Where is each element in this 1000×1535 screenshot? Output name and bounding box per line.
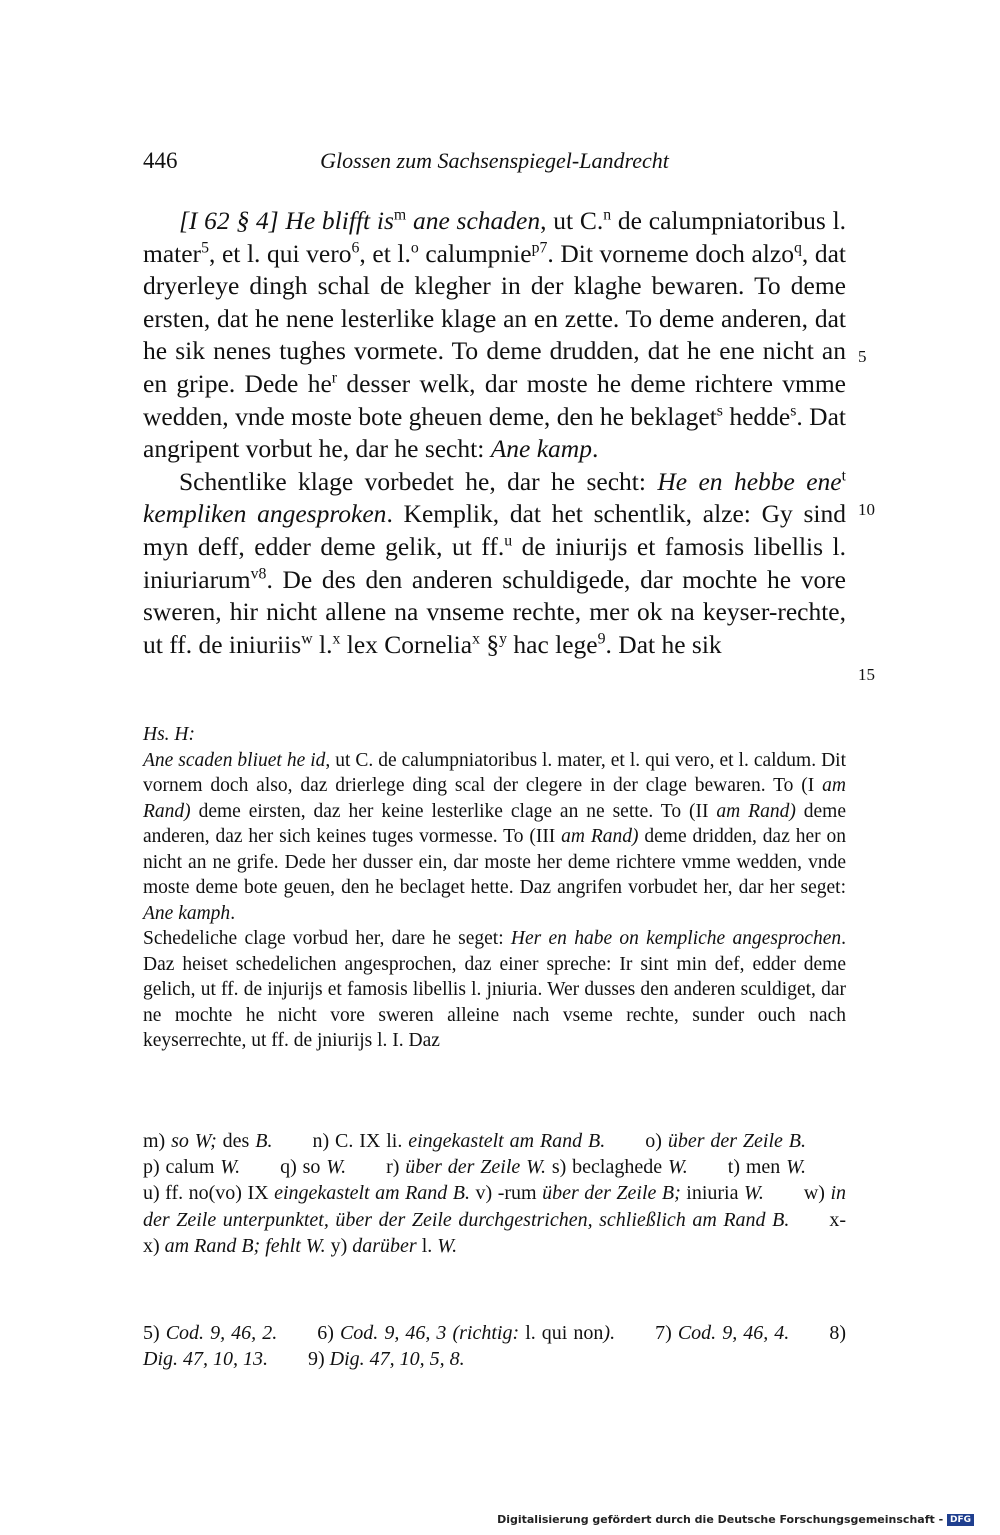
main-paragraph-2: Schentlike klage vorbedet he, dar he secht: He en hebbe ene$^t$ kempliken angesproken. Kemplik, dat het schentlik, alze: Gy sind myn deff, edder deme gelik, ut ff.$^u$ de iniurijs et famosis libellis l. iniuriarum$^{v8}$. De des den anderen schuldigede, dar mochte he vore sweren, hir nicht allene na vnseme rechte, mer ok na keyser-rechte, ut ff. de iniuriis$^w$ l.$^x$ lex Cornelia$^x$ §$^y$ hac lege$^9$. Dat he sik: [143, 466, 846, 659]
digitization-credit: [497, 1513, 974, 1526]
main-text: [143, 205, 846, 661]
manuscript-h-variant: [143, 722, 846, 1054]
manuscript-paragraph-2: Schedeliche clage vorbud her, dare he seget: Her en habe on kempliche angesprochen. Daz heiset schedelichen angesprochen, daz einer spreche: Ir sint min def, edder deme gelich, ut ff. de injurijs et famosis libellis l. jniuria. Wer dusses den anderen sculdiget, dar ne mochte he nicht vore sweren alleine nach vseme rechte, sunder ouch nach keyserrechte, ut ff. de jniurijs l. I. Daz: [143, 928, 846, 1051]
running-title: Glossen zum Sachsenspiegel-Landrecht: [320, 148, 669, 173]
main-paragraph-1: [I 62 § 4] He blifft $is^m$ ane schaden, ut C.$^n$ de calumpniatoribus l. mater$^5$, et l. qui vero$^6$, et l.$^o$ calumpnie$^{p7}$. Dit vorneme doch alzo$^q$, dat dryerleye dingh schal de klegher in der klaghe bewaren. To deme ersten, dat he nene lesterlike klage an en zette. To deme anderen, dat he sik nenes tughes vormete. To deme drudden, dat he ene nicht an en gripe. Dede $he^r$ desser welk, dar moste he deme richtere vmme wedden, vnde moste bote gheuen deme, den he beklaget$^s$ hedde$^s$. Dat angripent vorbut he, dar he secht: Ane kamp.: [143, 206, 847, 464]
ref: [I 62 § 4]: [179, 206, 279, 235]
line-number: 15: [858, 665, 875, 684]
source-notes: [143, 1320, 846, 1372]
apparatus-notes: m) so W; des B. n) C. IX li. eingekastelt am Rand B. o) über der Zeile B.p) calum W. q) so W. r) über der Zeile W. s) beclaghede W. t) men W.u) ff. no(vo) IX eingekastelt am Rand B. v) -rum über der Zeile B; iniuria W. w) in der Zeile unterpunktet, über der Zeile durchgestrichen, schließlich am Rand B. x-x) am Rand B; fehlt W. y) darüber l. W.: [143, 1130, 846, 1257]
manuscript-heading: Hs. H:: [143, 724, 195, 745]
page-number: 446: [143, 148, 178, 173]
line-number: 10: [858, 500, 875, 519]
manuscript-paragraph-1: Ane scaden bliuet he id, ut C. de calumpniatoribus l. mater, et l. qui vero, et l. caldum. Dit vornem doch also, daz drierlege ding scal der clegere in der clage bewaren. To (I am Rand) deme eirsten, daz her keine lesterlike clage an ne sette. To (II am Rand) deme anderen, daz her sich keines tuges vormesse. To (III am Rand) deme dridden, daz her on nicht an ne grife. Dede her dusser ein, dar moste her deme richtere vmme wedden, vnde moste deme bote geuen, den he beclaget hette. Daz angrifen vorbudet her, dar her seget: Ane kamph.: [143, 749, 846, 924]
source-notes-text: 5) Cod. 9, 46, 2. 6) Cod. 9, 46, 3 (richtig: l. qui non). 7) Cod. 9, 46, 4. 8) Dig. 47, 10, 13. 9) Dig. 47, 10, 5, 8.: [143, 1322, 846, 1371]
credit-text: Digitalisierung gefördert durch die Deutsche Forschungsgemeinschaft -: [497, 1513, 944, 1526]
dfg-logo: DFG: [947, 1514, 974, 1526]
line-number: 5: [858, 347, 867, 366]
critical-apparatus: [143, 1128, 846, 1259]
